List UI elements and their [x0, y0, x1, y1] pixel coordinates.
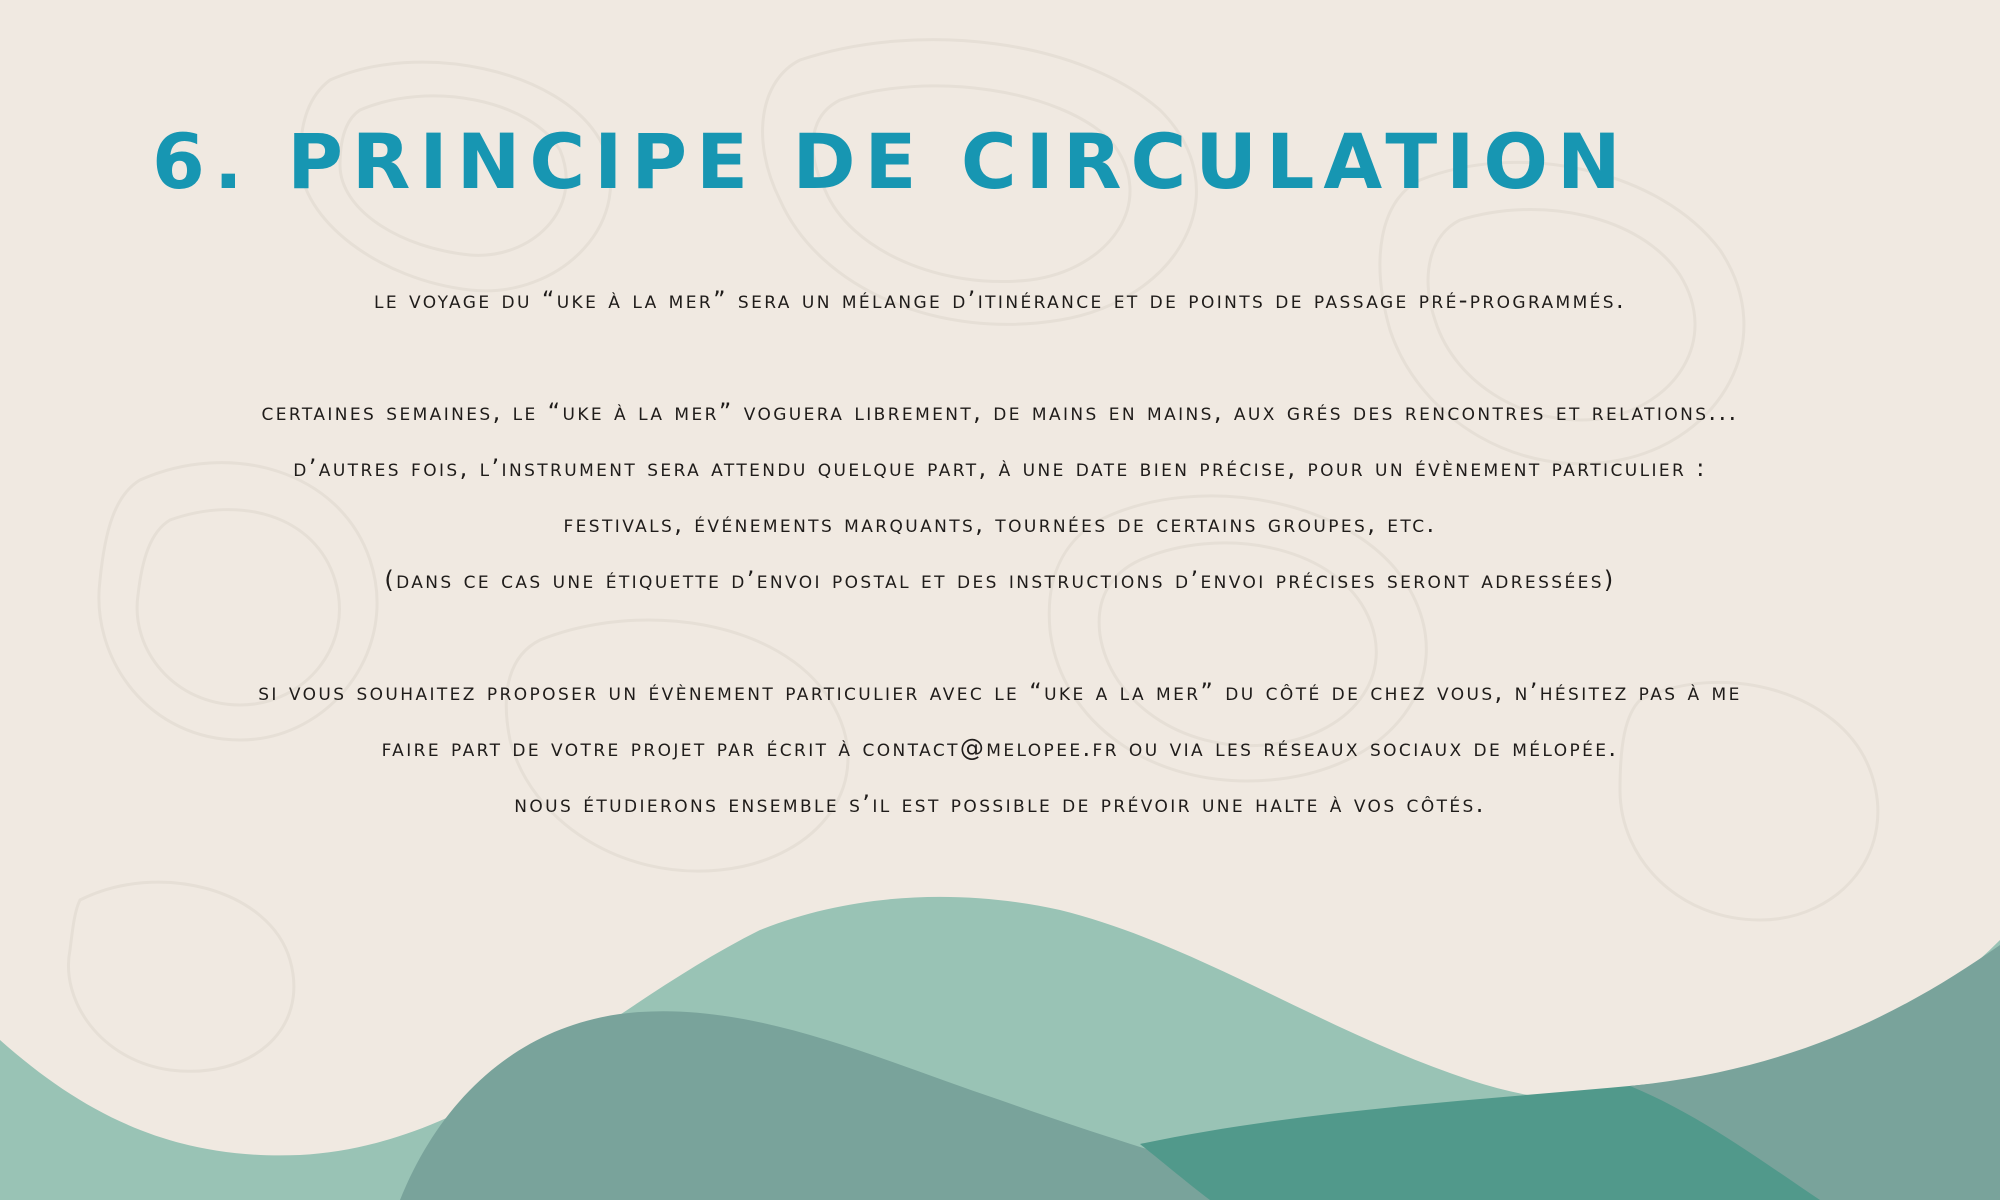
text-line: si vous souhaitez proposer un évènement particulier avec le “uke a la mer” du côté de chez vous, n’hésitez pas à me [258, 678, 1742, 706]
text-line: festivals, événements marquants, tournées de certains groupes, etc. [563, 510, 1437, 538]
slide-title: 6. PRINCIPE DE CIRCULATION [152, 117, 1630, 206]
text-line: (dans ce cas une étiquette d’envoi postal et des instructions d’envoi précises seront adressées) [384, 566, 1616, 594]
text-line: le voyage du “uke à la mer” sera un mélange d’itinérance et de points de passage pré-programmés. [373, 286, 1627, 314]
text-line: nous étudierons ensemble s’il est possible de prévoir une halte à vos côtés. [514, 790, 1486, 818]
text-line: faire part de votre projet par écrit à contact@melopee.fr ou via les réseaux sociaux de mélopée. [381, 734, 1619, 762]
text-line: certaines semaines, le “uke à la mer” voguera librement, de mains en mains, aux grés des rencontres et relations... [261, 398, 1739, 426]
text-line: d’autres fois, l’instrument sera attendu quelque part, à une date bien précise, pour un évènement particulier : [293, 454, 1707, 482]
